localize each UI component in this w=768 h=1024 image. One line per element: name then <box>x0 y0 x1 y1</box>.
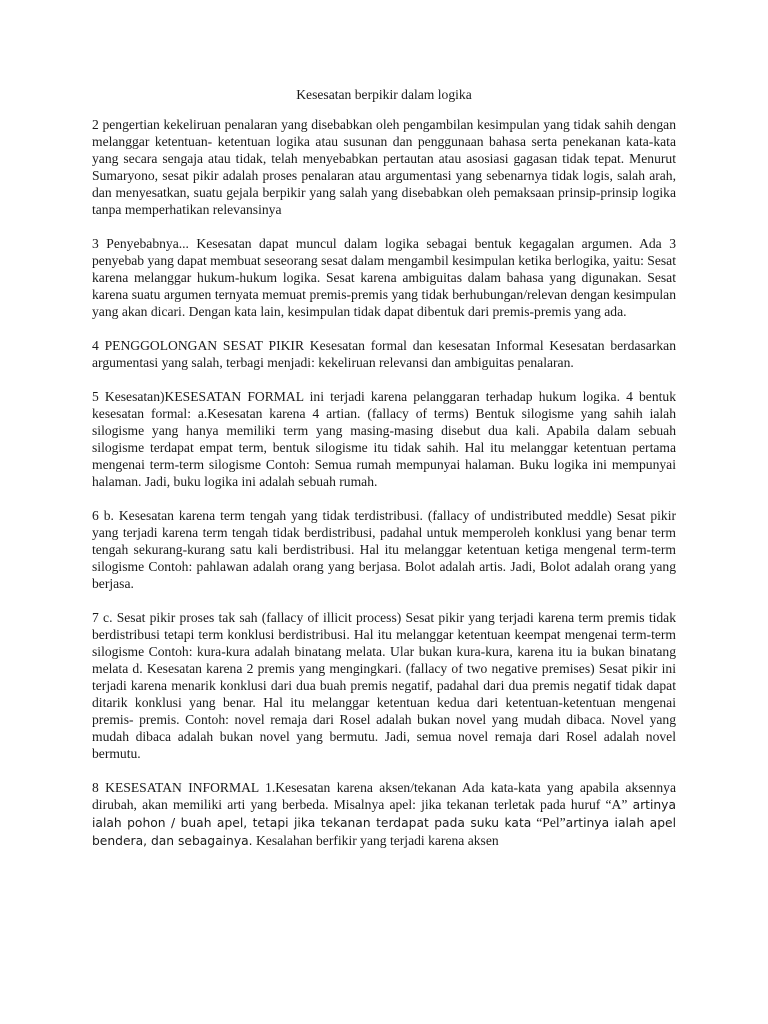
document-title: Kesesatan berpikir dalam logika <box>296 87 472 102</box>
paragraph-pengertian: 2 pengertian kekeliruan penalaran yang disebabkan oleh pengambilan kesimpulan yang tidak sahih dengan melanggar ketentuan- ketentuan logika atau susunan dan penggunaan bahasa serta penekanan kata-kata yang secara sengaja atau tidak, telah menyebabkan pertautan atau asosiasi gagasan tidak tepat. Menurut Sumaryono, sesat pikir adalah proses penalaran atau argumentasi yang sebenarnya tidak logis, salah arah, dan menyesatkan, suatu gejala berpikir yang salah yang disebabkan oleh pemaksaan prinsip-prinsip logika tanpa memperhatikan relevansinya <box>92 117 676 217</box>
paragraph-penggolongan: 4 PENGGOLONGAN SESAT PIKIR Kesesatan formal dan kesesatan Informal Kesesatan berdasarkan argumentasi yang salah, terbagi menjadi: kekeliruan relevansi dan ambiguitas penalaran. <box>92 338 676 370</box>
informal-text-part3: “Pel” <box>531 815 566 830</box>
paragraph-kesesatan-formal: 5 Kesesatan)KESESATAN FORMAL ini terjadi karena pelanggaran terhadap hukum logika. 4 bentuk kesesatan formal: a.Kesesatan karena 4 artian. (fallacy of terms) Bentuk silogisme yang sahih ialah silogisme yang hanya memiliki term yang masing-masing disebut dua kali. Apabila dalam sebuah silogisme terdapat empat term, bentuk silogisme itu tidak sahih. Hal itu melanggar ketentuan pertama mengenai term-term silogisme Contoh: Semua rumah mempunyai halaman. Buku logika ini mempunyai halaman. Jadi, buku logika ini adalah sebuah rumah. <box>92 389 676 489</box>
document-page <box>92 86 676 867</box>
paragraph-term-tengah: 6 b. Kesesatan karena term tengah yang tidak terdistribusi. (fallacy of undistributed meddle) Sesat pikir yang terjadi karena term tengah tidak berdistribusi, padahal untuk memperoleh konklusi yang benar term tengah sekurang-kurang satu kali berdistribusi. Hal itu melanggar ketentuan ketiga mengenal term-term silogisme Contoh: pahlawan adalah orang yang berjasa. Bolot adalah artis. Jadi, Bolot adalah orang yang berjasa. <box>92 508 676 591</box>
informal-text-part2: artinya ialah pohon / buah apel, tetapi jika tekanan terdapat pada suku kata <box>92 798 676 830</box>
paragraph-proses-tak-sah: 7 c. Sesat pikir proses tak sah (fallacy of illicit process) Sesat pikir yang terjadi karena term premis tidak berdistribusi tetapi term konklusi berdistribusi. Hal itu melanggar ketentuan keempat mengenai term-term silogisme Contoh: kura-kura adalah binatang melata. Ular bukan kura-kura, karena itu ia bukan binatang melata d. Kesesatan karena 2 premis yang mengingkari. (fallacy of two negative premises) Sesat pikir ini terjadi karena menarik konklusi dari dua buah premis negatif, padahal dari dua premis negatif tidak dapat ditarik konklusi yang benar. Hal itu melanggar ketentuan kedua dari ketentuan-ketentuan mengenai premis- premis. Contoh: novel remaja dari Rosel adalah bukan novel yang mudah dibaca. Novel yang mudah dibaca adalah bukan novel yang bermutu. Jadi, semua novel remaja dari Rosel adalah novel bermutu. <box>92 610 676 761</box>
informal-text-part4: artinya ialah apel bendera, dan sebagainya. <box>92 816 676 848</box>
informal-text-part1: 8 KESESATAN INFORMAL 1.Kesesatan karena aksen/tekanan Ada kata-kata yang apabila aksennya dirubah, akan memiliki arti yang berbeda. Misalnya apel: jika tekanan terletak pada huruf “A” <box>92 780 676 812</box>
informal-text-part5: Kesalahan berfikir yang terjadi karena aksen <box>252 833 499 848</box>
paragraph-penyebab: 3 Penyebabnya... Kesesatan dapat muncul dalam logika sebagai bentuk kegagalan argumen. Ada 3 penyebab yang dapat membuat seseorang sesat dalam mengambil kesimpulan ketika berlogika, yaitu: Sesat karena melanggar hukum-hukum logika. Sesat karena ambiguitas dalam bahasa yang digunakan. Sesat karena suatu argumen ternyata memuat premis-premis yang tidak berhubungan/relevan dengan kesimpulan yang akan dicari. Dengan kata lain, kesimpulan tidak dapat dibentuk dari premis-premis yang ada. <box>92 236 676 319</box>
paragraph-kesesatan-informal <box>92 779 676 850</box>
